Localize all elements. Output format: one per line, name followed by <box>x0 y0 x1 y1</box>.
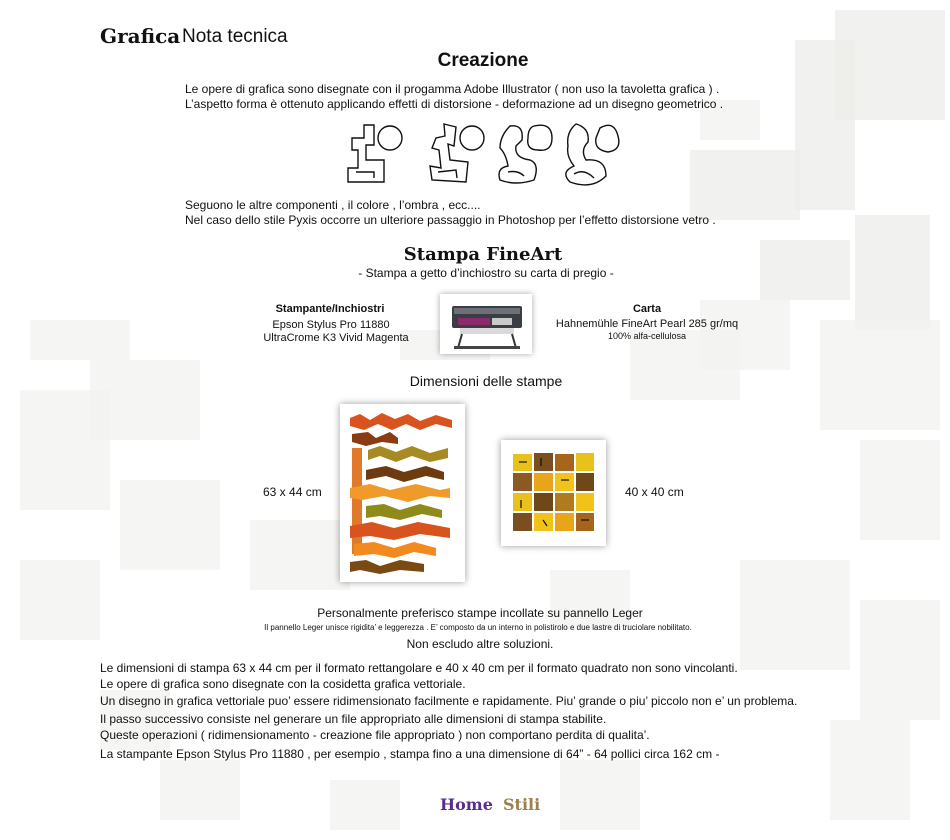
section-heading-dimensioni: Dimensioni delle stampe <box>409 373 563 389</box>
body-paragraph-6: La stampante Epson Stylus Pro 11880 , per esempio , stampa fino a una dimensione di 64” - 64 pollici circa 162 cm - <box>100 747 720 761</box>
printer-model: Epson Stylus Pro 11880 <box>272 319 390 331</box>
section-heading-stampa: Stampa FineArt <box>403 244 563 265</box>
paper-name: Hahnemühle FineArt Pearl 285 gr/mq <box>555 318 739 330</box>
glyph-step-4 <box>566 124 619 185</box>
artwork-square-image <box>501 440 606 546</box>
stampa-subheading: - Stampa a getto d’inchiostro su carta di pregio - <box>358 266 614 280</box>
distortion-steps-illustration <box>344 120 624 190</box>
creazione-line-2: L’aspetto forma è ottenuto applicando effetti di distorsione - deformazione ad un disegno geometrico . <box>185 97 724 111</box>
page-title: Grafica <box>100 24 181 48</box>
home-link[interactable]: Home <box>440 795 493 814</box>
printer-image <box>440 294 532 354</box>
body-paragraph-4: Il passo successivo consiste nel generare un file appropriato alle dimensioni di stampa stabilite. <box>100 712 607 726</box>
page-subtitle: Nota tecnica <box>182 26 288 47</box>
glyph-step-1 <box>348 125 402 182</box>
body-paragraph-3: Un disegno in grafica vettoriale puo’ essere ridimensionato facilmente e rapidamente. Piu’ grande o piu’ piccolo non e’ un problema. <box>100 694 798 708</box>
leger-description: Il pannello Leger unisce rigidita’ e leggerezza . E’ composto da un interno in polistirolo e due lastre di truciolare nobilitato. <box>264 623 692 632</box>
body-paragraph-2: Le opere di grafica sono disegnate con la cosidetta grafica vettoriale. <box>100 677 466 691</box>
printer-ink: UltraCrome K3 Vivid Magenta <box>263 332 409 344</box>
leger-note: Personalmente preferisco stampe incollate su pannello Leger <box>317 606 643 620</box>
glyph-step-2 <box>430 124 484 182</box>
glyph-step-3 <box>499 125 552 183</box>
size-rectangular: 63 x 44 cm <box>263 485 322 499</box>
stili-link[interactable]: Stili <box>503 795 541 814</box>
printer-label: Stampante/Inchiostri <box>275 303 385 315</box>
creazione-line-4: Nel caso dello stile Pyxis occorre un ulteriore passaggio in Photoshop per l’effetto distorsione vetro . <box>185 213 716 227</box>
creazione-line-1: Le opere di grafica sono disegnate con il progamma Adobe Illustrator ( non uso la tavoletta grafica ) . <box>185 82 720 96</box>
section-heading-creazione: Creazione <box>437 50 529 71</box>
paper-detail: 100% alfa-cellulosa <box>607 331 687 341</box>
creazione-line-3: Seguono le altre componenti , il colore , l’ombra , ecc.... <box>185 198 481 212</box>
artwork-rectangular-image <box>340 404 465 582</box>
paper-label: Carta <box>632 303 662 315</box>
body-paragraph-1: Le dimensioni di stampa 63 x 44 cm per il formato rettangolare e 40 x 40 cm per il formato quadrato non sono vincolanti. <box>100 661 738 675</box>
size-square: 40 x 40 cm <box>625 485 684 499</box>
other-solutions-note: Non escludo altre soluzioni. <box>406 637 554 651</box>
body-paragraph-5: Queste operazioni ( ridimensionamento - creazione file appropriato ) non comportano perdita di qualita’. <box>100 728 650 742</box>
